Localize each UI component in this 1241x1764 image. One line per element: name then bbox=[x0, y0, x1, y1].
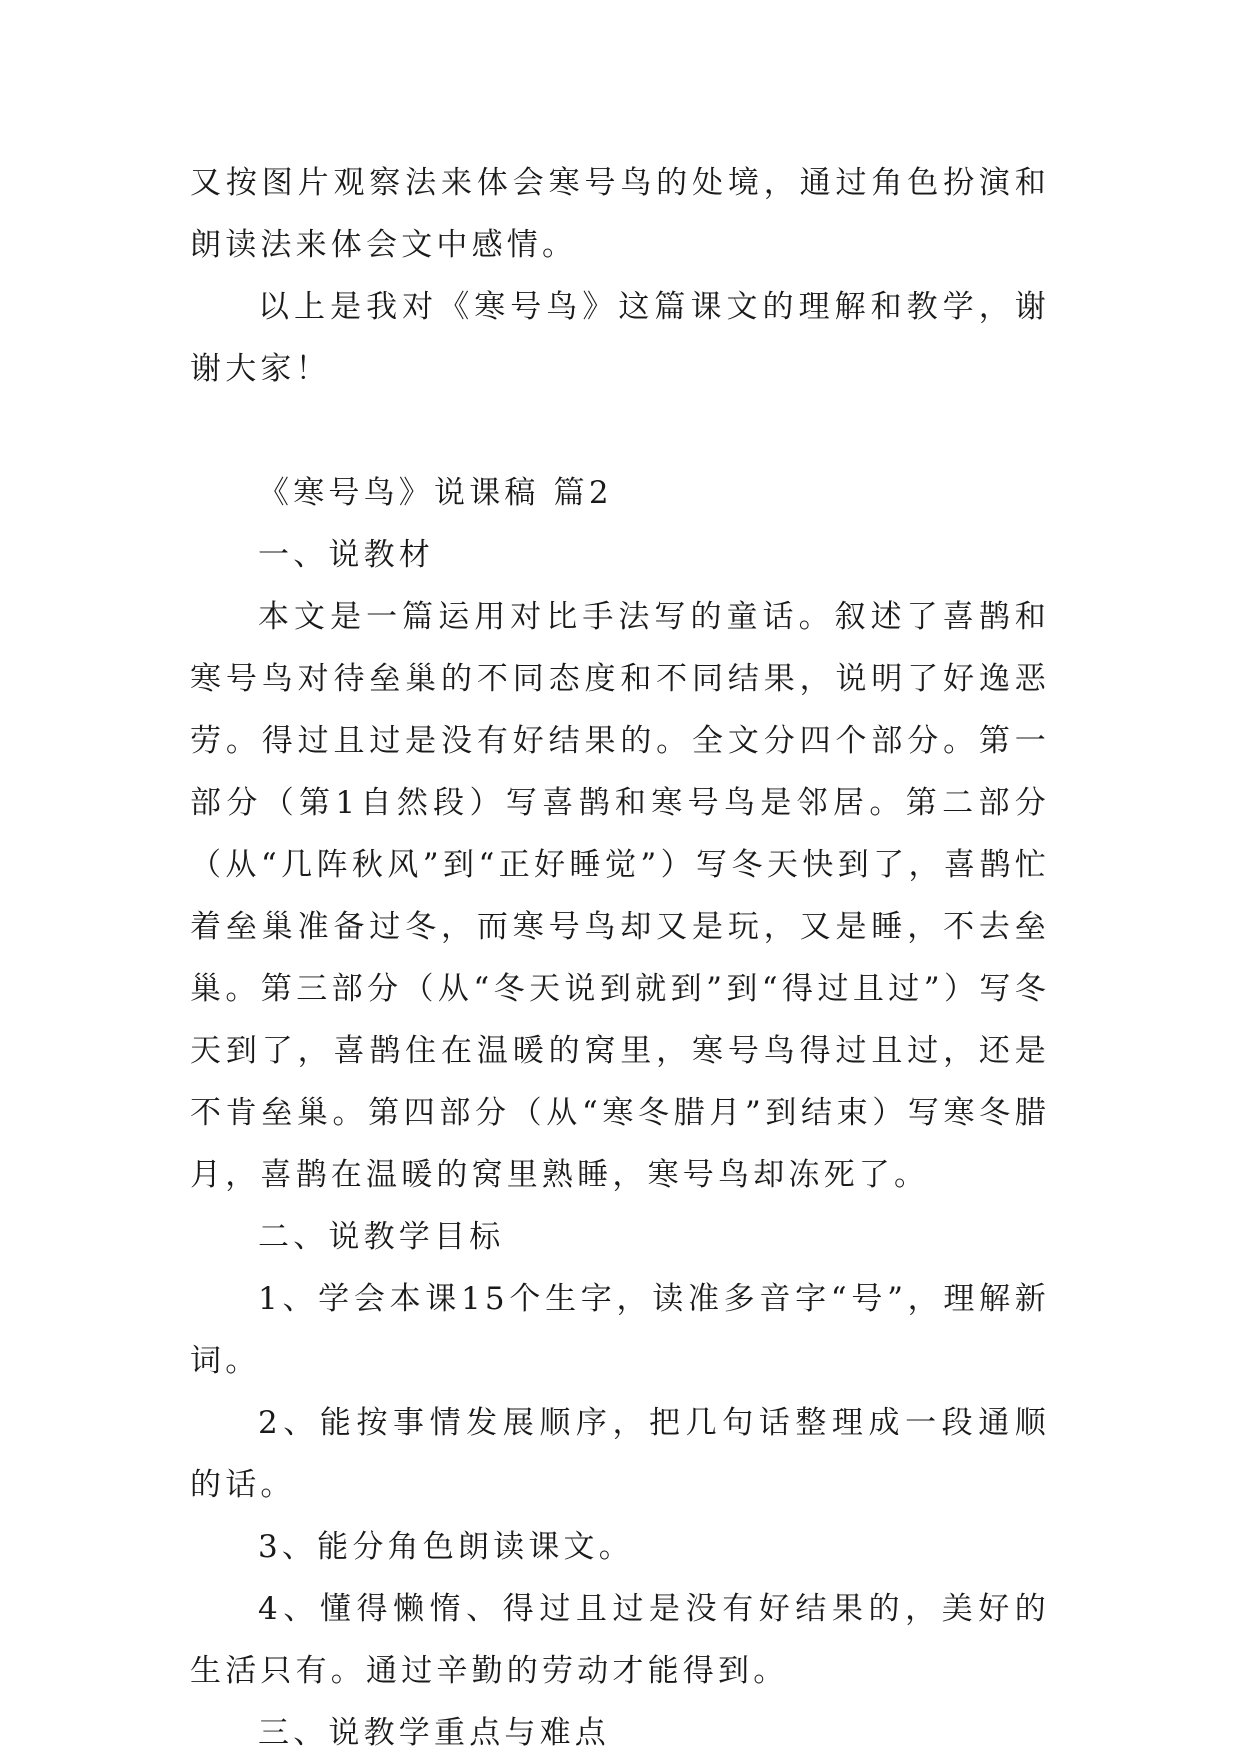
heading-teaching-goals: 二、说教学目标 bbox=[258, 1219, 505, 1255]
heading-teaching-material: 一、说教材 bbox=[258, 537, 434, 573]
paragraph-closing: 以上是我对《寒号鸟》这篇课文的理解和教学，谢谢大家！ bbox=[190, 289, 1050, 387]
goal-item-1: 1、学会本课15个生字，读准多音字“号”，理解新词。 bbox=[190, 1281, 1050, 1379]
section-title: 《寒号鸟》说课稿 篇2 bbox=[258, 475, 613, 511]
paragraph-material-description: 本文是一篇运用对比手法写的童话。叙述了喜鹊和寒号鸟对待垒巢的不同态度和不同结果，说明了好逸恶劳。得过且过是没有好结果的。全文分四个部分。第一部分（第1自然段）写喜鹊和寒号鸟是邻居。第二部分（从“几阵秋风”到“正好睡觉”）写冬天快到了，喜鹊忙着垒巢准备过冬，而寒号鸟却又是玩，又是睡，不去垒巢。第三部分（从“冬天说到就到”到“得过且过”）写冬天到了，喜鹊住在温暖的窝里，寒号鸟得过且过，还是不肯垒巢。第四部分（从“寒冬腊月”到结束）写寒冬腊月，喜鹊在温暖的窝里熟睡，寒号鸟却冻死了。 bbox=[190, 599, 1050, 1193]
goal-item-2: 2、能按事情发展顺序，把几句话整理成一段通顺的话。 bbox=[190, 1405, 1050, 1503]
paragraph-continuation: 又按图片观察法来体会寒号鸟的处境，通过角色扮演和朗读法来体会文中感情。 bbox=[190, 165, 1050, 263]
goal-item-3: 3、能分角色朗读课文。 bbox=[258, 1529, 634, 1565]
document-body bbox=[190, 152, 1050, 1764]
heading-key-points: 三、说教学重点与难点 bbox=[258, 1715, 610, 1751]
goal-item-4: 4、懂得懒惰、得过且过是没有好结果的，美好的生活只有。通过辛勤的劳动才能得到。 bbox=[190, 1591, 1050, 1689]
section-spacer bbox=[190, 400, 1050, 462]
